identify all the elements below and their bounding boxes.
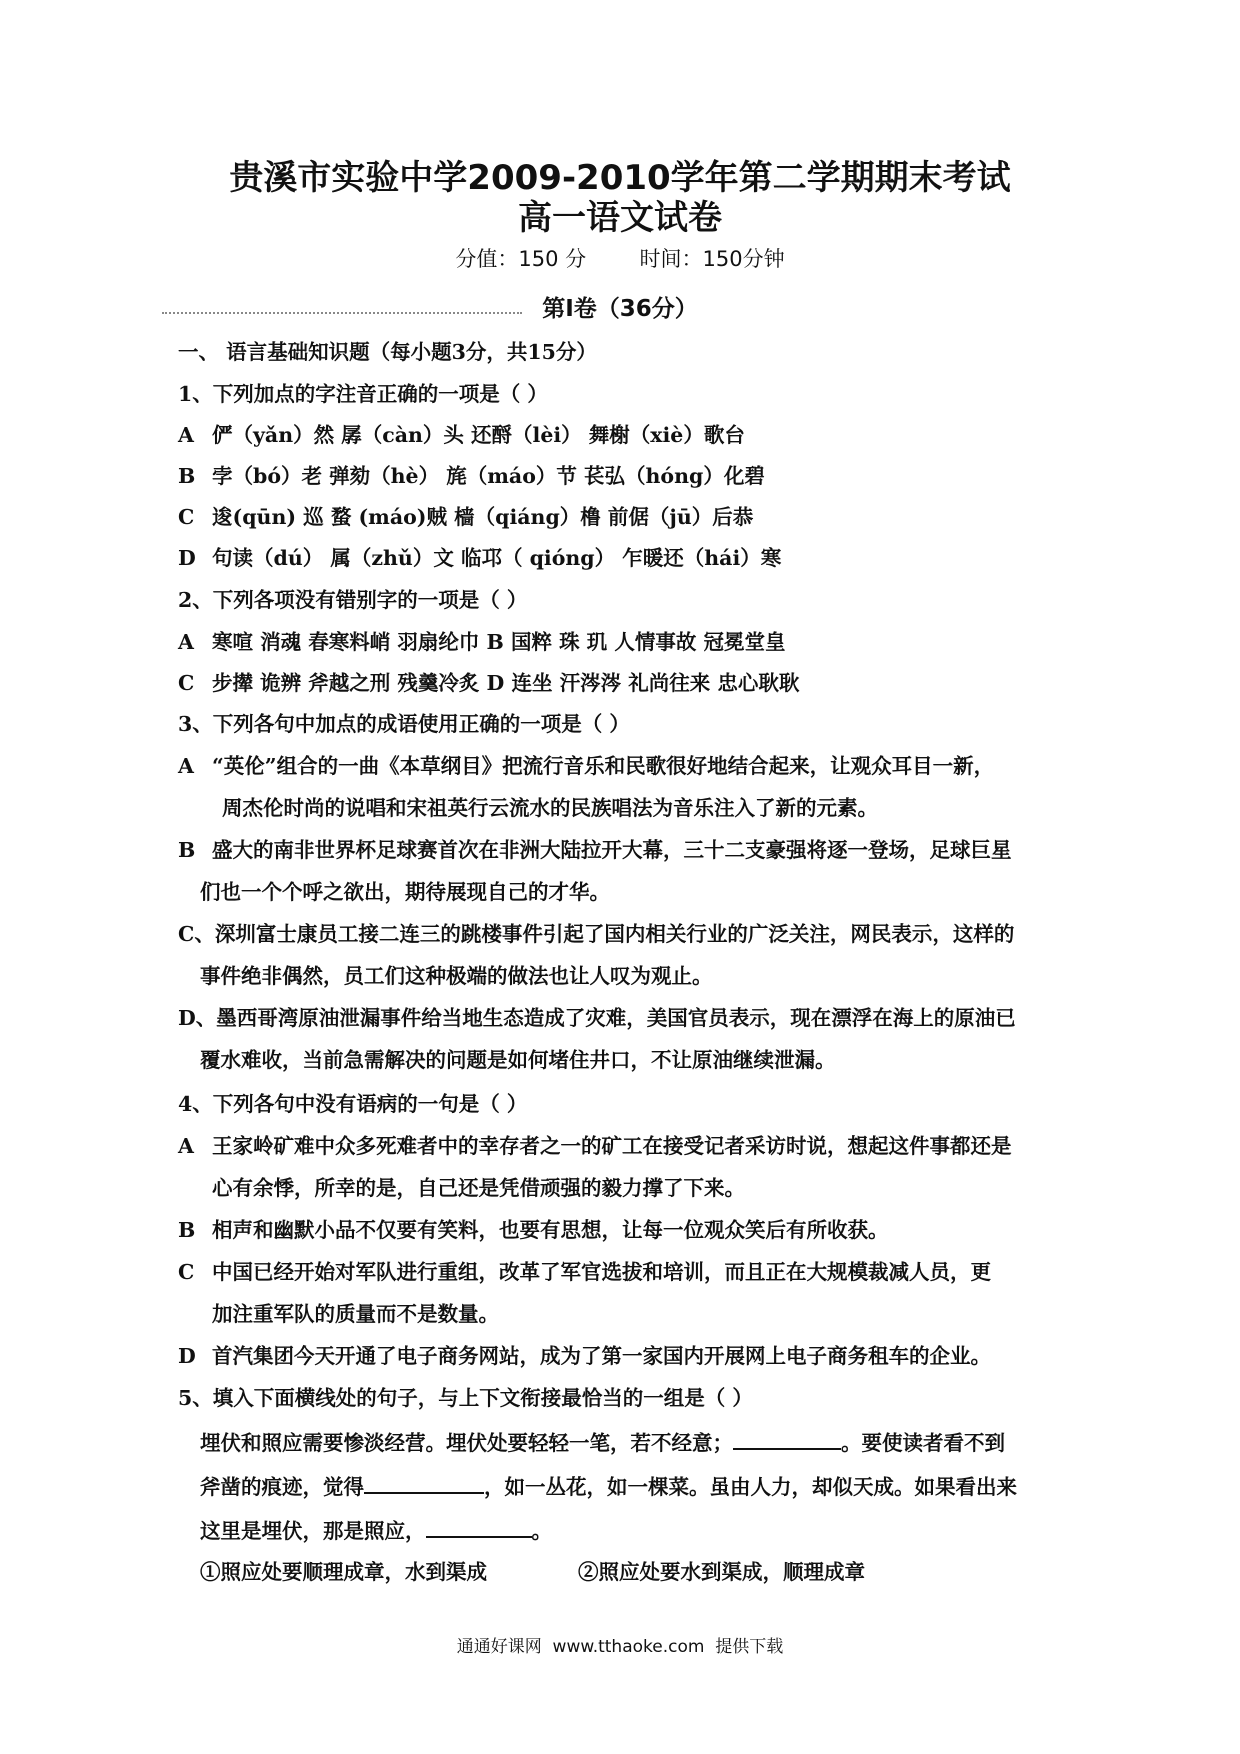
option-label: B — [178, 1218, 196, 1242]
passage-text: 。要使读者看不到 — [841, 1431, 1005, 1455]
q4-option-c-line2: 加注重军队的质量而不是数量。 — [212, 1302, 499, 1326]
q1-option-c — [178, 503, 753, 531]
option-label: C — [178, 1260, 195, 1284]
q2-options-ab — [178, 628, 786, 656]
option-text: 相声和幽默小品不仅要有笑料，也要有思想，让每一位观众笑后有所收获。 — [212, 1218, 889, 1242]
exam-title: 贵溪市实验中学2009-2010学年第二学期期末考试 — [229, 158, 1011, 198]
q4-option-b — [178, 1216, 889, 1244]
option-text: 句读（dú） 属（zhǔ）文 临邛（ qióng） 乍暖还（hái）寒 — [212, 546, 782, 570]
q2-options-cd — [178, 669, 799, 697]
q1-option-a — [178, 421, 745, 449]
q5-passage-line1 — [200, 1428, 1005, 1457]
option-text: 俨（yǎn）然 孱（càn）头 还酹（lèi） 舞榭（xiè）歌台 — [212, 423, 745, 447]
q3-option-a-line1 — [178, 752, 994, 780]
q5-option-2: ②照应处要水到渠成，顺理成章 — [578, 1560, 865, 1584]
passage-text: 斧凿的痕迹，觉得 — [200, 1475, 364, 1499]
passage-text: 。 — [531, 1519, 552, 1543]
q4-stem: 4、下列各句中没有语病的一句是（ ） — [178, 1092, 528, 1116]
q1-option-d — [178, 544, 781, 572]
option-text: 中国已经开始对军队进行重组，改革了军官选拔和培训，而且正在大规模裁减人员，更 — [212, 1260, 991, 1284]
part1-heading: 一、 语言基础知识题（每小题3分，共15分） — [178, 340, 597, 364]
q2-stem: 2、下列各项没有错别字的一项是（ ） — [178, 588, 528, 612]
answer-blank[interactable] — [426, 1516, 532, 1538]
option-label: A — [178, 423, 194, 447]
q1-stem: 1、下列加点的字注音正确的一项是（ ） — [178, 382, 548, 406]
q3-option-b-line2: 们也一个个呼之欲出，期待展现自己的才华。 — [200, 880, 610, 904]
option-text: 逡(qūn) 巡 蝥 (máo)贼 樯（qiáng）橹 前倨（jū）后恭 — [212, 505, 754, 529]
option-text: 首汽集团今天开通了电子商务网站，成为了第一家国内开展网上电子商务租车的企业。 — [212, 1344, 991, 1368]
option-text: “英伦”组合的一曲《本草纲目》把流行音乐和民歌很好地结合起来，让观众耳目一新， — [212, 754, 995, 778]
q5-passage-line2 — [200, 1472, 1017, 1501]
q3-option-d-line1: D、墨西哥湾原油泄漏事件给当地生态造成了灾难，美国官员表示，现在漂浮在海上的原油已 — [178, 1006, 1016, 1030]
q5-stem: 5、填入下面横线处的句子，与上下文衔接最恰当的一组是（ ） — [178, 1386, 753, 1410]
q4-option-a-line1 — [178, 1132, 1012, 1160]
option-label: A — [178, 1134, 194, 1158]
option-text: 盛大的南非世界杯足球赛首次在非洲大陆拉开大幕，三十二支豪强将逐一登场，足球巨星 — [212, 838, 1012, 862]
q3-stem: 3、下列各句中加点的成语使用正确的一项是（ ） — [178, 712, 630, 736]
q4-option-a-line2: 心有余悸，所幸的是，自己还是凭借顽强的毅力撑了下来。 — [212, 1176, 745, 1200]
answer-blank[interactable] — [733, 1428, 841, 1450]
option-label: C — [178, 505, 195, 529]
q5-option-1: ①照应处要顺理成章，水到渠成 — [200, 1560, 487, 1584]
option-label: C — [178, 671, 195, 695]
passage-text: 埋伏和照应需要惨淡经营。埋伏处要轻轻一笔，若不经意； — [200, 1431, 733, 1455]
score-time-line: 分值：150 分 时间：150分钟 — [455, 247, 785, 271]
q4-option-c-line1 — [178, 1258, 991, 1286]
q3-option-a-line2: 周杰伦时尚的说唱和宋祖英行云流水的民族唱法为音乐注入了新的元素。 — [222, 796, 878, 820]
passage-text: ，如一丛花，如一棵菜。虽由人力，却似天成。如果看出来 — [484, 1475, 1017, 1499]
page-footer: 通通好课网 www.tthaoke.com 提供下载 — [456, 1637, 784, 1657]
q1-option-b — [178, 462, 765, 490]
option-text: 王家岭矿难中众多死难者中的幸存者之一的矿工在接受记者采访时说，想起这件事都还是 — [212, 1134, 1012, 1158]
option-label: D — [178, 546, 196, 570]
option-text: 寒喧 消魂 春寒料峭 羽扇纶巾 B 国粹 珠 玑 人情事故 冠冕堂皇 — [212, 630, 786, 654]
q5-passage-line3 — [200, 1516, 552, 1545]
option-label: A — [178, 630, 194, 654]
option-label: A — [178, 754, 194, 778]
q4-option-d — [178, 1342, 991, 1370]
section-title: 第Ⅰ卷（36分） — [542, 296, 698, 322]
option-label: D — [178, 1344, 196, 1368]
option-label: B — [178, 838, 196, 862]
answer-blank[interactable] — [364, 1472, 484, 1494]
q3-option-c-line1: C、深圳富士康员工接二连三的跳楼事件引起了国内相关行业的广泛关注，网民表示，这样的 — [178, 922, 1015, 946]
q3-option-d-line2: 覆水难收，当前急需解决的问题是如何堵住井口，不让原油继续泄漏。 — [200, 1048, 836, 1072]
exam-subtitle: 高一语文试卷 — [518, 198, 722, 238]
option-text: 步撵 诡辨 斧越之刑 残羹冷炙 D 连坐 汗涔涔 礼尚往来 忠心耿耿 — [212, 671, 800, 695]
q3-option-b-line1 — [178, 836, 1012, 864]
q3-option-c-line2: 事件绝非偶然，员工们这种极端的做法也让人叹为观止。 — [200, 964, 713, 988]
option-label: B — [178, 464, 196, 488]
passage-text: 这里是埋伏，那是照应， — [200, 1519, 426, 1543]
option-text: 孛（bó）老 弹劾（hè） 旄（máo）节 苌弘（hóng）化碧 — [212, 464, 765, 488]
